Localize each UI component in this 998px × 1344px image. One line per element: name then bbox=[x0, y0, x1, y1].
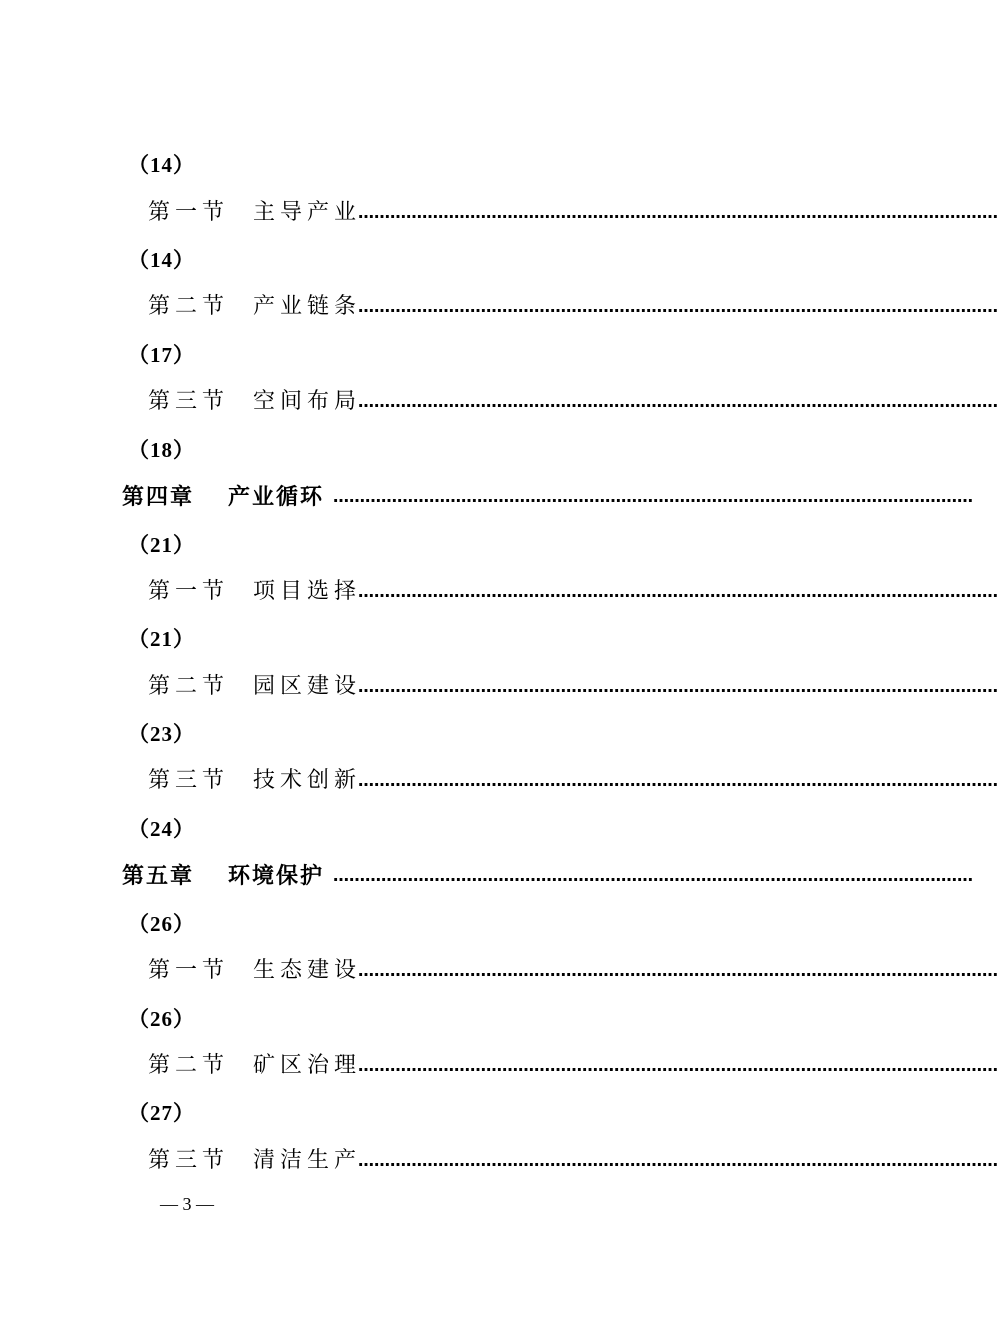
dot-leader: ………………………………………………………………………………………………………… bbox=[358, 1056, 998, 1075]
toc-page-ref bbox=[0, 335, 950, 375]
toc-page-ref bbox=[0, 1093, 950, 1133]
section-title: 生态建设 bbox=[253, 958, 362, 983]
toc-page-ref bbox=[0, 714, 950, 754]
toc-page-ref bbox=[0, 430, 950, 470]
page-number-text: （26） bbox=[128, 912, 195, 936]
dot-leader: ………………………………………………………………………………………………………… bbox=[358, 203, 998, 222]
toc-page-ref bbox=[0, 904, 950, 944]
toc-page-ref bbox=[0, 240, 950, 280]
section-title: 空间布局 bbox=[253, 389, 362, 414]
toc-section-entry[interactable] bbox=[0, 667, 998, 707]
section-title: 产业链条 bbox=[253, 294, 362, 319]
page-number-text: （23） bbox=[128, 722, 195, 746]
page-number-text: （27） bbox=[128, 1101, 195, 1125]
toc-page-ref bbox=[0, 145, 950, 185]
toc-page-ref bbox=[0, 619, 950, 659]
dot-leader: ………………………………………………………………………………………………………… bbox=[358, 1151, 998, 1170]
section-title: 园区建设 bbox=[253, 674, 362, 699]
toc-section-entry[interactable] bbox=[0, 287, 998, 327]
page-number-text: （14） bbox=[128, 248, 195, 272]
page-footer-number: — 3 — bbox=[160, 1194, 214, 1214]
section-title: 主导产业 bbox=[253, 200, 362, 225]
section-label: 第二节 bbox=[148, 674, 230, 699]
section-label: 第三节 bbox=[148, 768, 230, 793]
section-title: 技术创新 bbox=[253, 768, 362, 793]
dot-leader: ………………………………………………………………………………………………………… bbox=[358, 961, 998, 980]
page-number-text: （17） bbox=[128, 343, 195, 367]
dot-leader: ………………………………………………………………………………………………………… bbox=[333, 487, 973, 506]
dot-leader: ………………………………………………………………………………………………………… bbox=[358, 771, 998, 790]
toc-section-entry[interactable] bbox=[0, 572, 998, 612]
toc-section-entry[interactable] bbox=[0, 382, 998, 422]
toc-section-entry[interactable] bbox=[0, 1141, 998, 1181]
toc-page-ref bbox=[0, 999, 950, 1039]
dot-leader: ………………………………………………………………………………………………………… bbox=[358, 392, 998, 411]
section-label: 第一节 bbox=[148, 958, 230, 983]
section-title: 项目选择 bbox=[253, 579, 362, 604]
chapter-title: 产业循环 bbox=[228, 484, 325, 510]
toc-page-ref bbox=[0, 809, 950, 849]
toc-section-entry[interactable] bbox=[0, 951, 998, 991]
page-number-text: （18） bbox=[128, 438, 195, 462]
chapter-title: 环境保护 bbox=[228, 863, 325, 889]
page-number-text: （21） bbox=[128, 627, 195, 651]
page-number-text: （24） bbox=[128, 817, 195, 841]
toc-section-entry[interactable] bbox=[0, 193, 998, 233]
dot-leader: ………………………………………………………………………………………………………… bbox=[358, 582, 998, 601]
toc-section-entry[interactable] bbox=[0, 1046, 998, 1086]
chapter-label: 第五章 bbox=[122, 863, 195, 889]
page-number-text: （14） bbox=[128, 153, 195, 177]
toc-chapter-entry[interactable] bbox=[0, 856, 973, 896]
section-label: 第二节 bbox=[148, 294, 230, 319]
chapter-label: 第四章 bbox=[122, 484, 195, 510]
section-label: 第三节 bbox=[148, 389, 230, 414]
toc-chapter-entry[interactable] bbox=[0, 477, 973, 517]
section-label: 第一节 bbox=[148, 579, 230, 604]
page-number-text: （26） bbox=[128, 1007, 195, 1031]
page-number-text: （21） bbox=[128, 533, 195, 557]
dot-leader: ………………………………………………………………………………………………………… bbox=[333, 866, 973, 885]
dot-leader: ………………………………………………………………………………………………………… bbox=[358, 677, 998, 696]
dot-leader: ………………………………………………………………………………………………………… bbox=[358, 297, 998, 316]
toc-section-entry[interactable] bbox=[0, 761, 998, 801]
section-label: 第二节 bbox=[148, 1053, 230, 1078]
section-title: 清洁生产 bbox=[253, 1148, 362, 1173]
section-label: 第三节 bbox=[148, 1148, 230, 1173]
section-title: 矿区治理 bbox=[253, 1053, 362, 1078]
section-label: 第一节 bbox=[148, 200, 230, 225]
toc-page-ref bbox=[0, 525, 950, 565]
